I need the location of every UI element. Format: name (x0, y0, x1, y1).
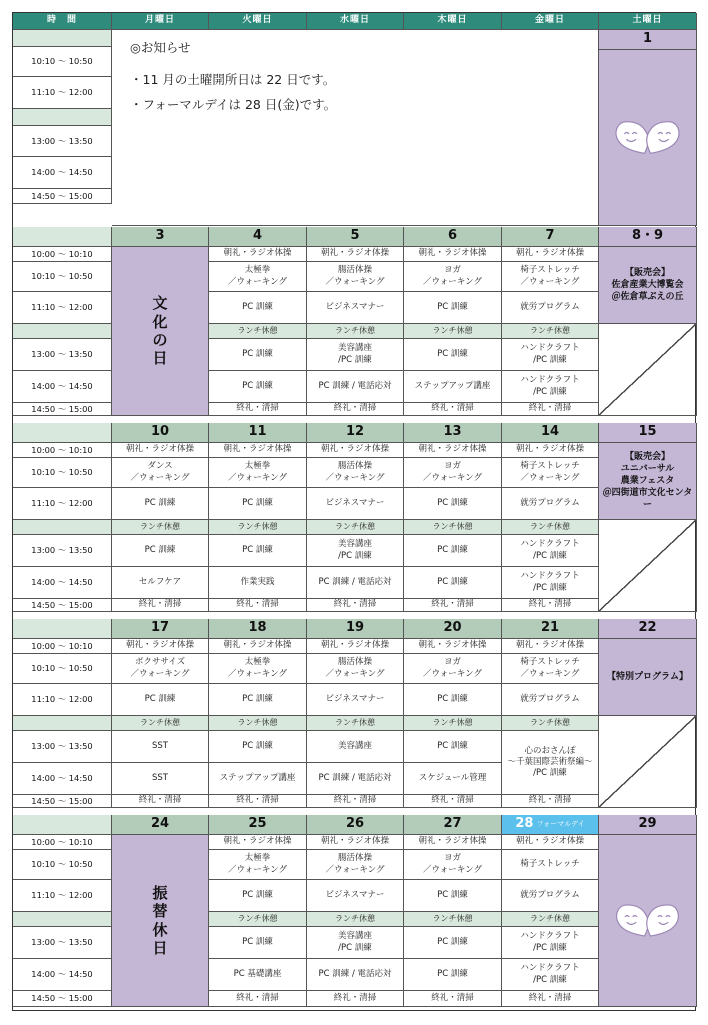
activity-cell: PC 訓練 (404, 567, 502, 599)
activity-cell: 朝礼・ラジオ体操 (209, 443, 307, 458)
lunch-break: ランチ休憩 (112, 716, 209, 731)
saturday-image (599, 50, 697, 226)
saturday-date: 1 (599, 30, 697, 50)
activity-cell: PC 訓練 / 電話応対 (307, 959, 404, 991)
saturday-event: 【販売会】 ユニバーサル 農業フェスタ ＠四街道市文化センター (599, 443, 697, 520)
lunch-break: ランチ休憩 (209, 520, 307, 535)
day-number: 20 (404, 619, 502, 639)
time-spacer (13, 423, 112, 443)
lunch-break: ランチ休憩 (404, 324, 502, 339)
day-number: 19 (307, 619, 404, 639)
activity-cell: 太極拳 ／ウォーキング (209, 458, 307, 488)
time-spacer (13, 815, 112, 835)
day-number: 26 (307, 815, 404, 835)
activity-cell: 終礼・清掃 (307, 403, 404, 416)
time-slot: 11:10 ～ 12:00 (13, 684, 112, 716)
time-slot: 10:10 ～ 10:50 (13, 654, 112, 684)
time-slot: 14:00 ～ 14:50 (13, 763, 112, 795)
column-header: 木曜日 (404, 13, 502, 30)
activity-cell: 朝礼・ラジオ体操 (502, 835, 599, 850)
day-number: 27 (404, 815, 502, 835)
activity-cell: 終礼・清掃 (502, 795, 599, 808)
activity-cell: ハンドクラフト /PC 訓練 (502, 567, 599, 599)
activity-cell: 美容講座 (307, 731, 404, 763)
day-number: 10 (112, 423, 209, 443)
activity-cell: ヨガ ／ウォーキング (404, 850, 502, 880)
time-slot: 10:10 ～ 10:50 (13, 850, 112, 880)
notice-title: ◎お知らせ (130, 40, 191, 55)
saturday-closed (599, 520, 697, 612)
time-slot: 14:00 ～ 14:50 (13, 959, 112, 991)
lunch-break: ランチ休憩 (307, 912, 404, 927)
activity-cell: 終礼・清掃 (502, 403, 599, 416)
activity-cell: 朝礼・ラジオ体操 (502, 639, 599, 654)
activity-cell: PC 訓練 (404, 959, 502, 991)
time-slot-lunch (13, 109, 112, 126)
activity-cell: 朝礼・ラジオ体操 (307, 247, 404, 262)
day-number: 24 (112, 815, 209, 835)
lunch-break: ランチ休憩 (112, 520, 209, 535)
activity-cell: PC 訓練 / 電話応対 (307, 567, 404, 599)
activity-cell: 終礼・清掃 (502, 599, 599, 612)
lunch-break: ランチ休憩 (307, 324, 404, 339)
activity-cell: 太極拳 ／ウォーキング (209, 262, 307, 292)
saturday-date: 15 (599, 423, 697, 443)
formal-day-label: フォーマルデイ (536, 819, 585, 828)
activity-cell: 腸活体操 ／ウォーキング (307, 262, 404, 292)
time-slot: 10:00 ～ 10:10 (13, 247, 112, 262)
activity-cell: 朝礼・ラジオ体操 (502, 443, 599, 458)
time-slot-lunch (13, 520, 112, 535)
activity-cell: ヨガ ／ウォーキング (404, 654, 502, 684)
activity-cell: 腸活体操 ／ウォーキング (307, 654, 404, 684)
activity-cell: 朝礼・ラジオ体操 (404, 247, 502, 262)
activity-cell: 終礼・清掃 (209, 991, 307, 1007)
day-number: 17 (112, 619, 209, 639)
activity-cell: PC 訓練 / 電話応対 (307, 371, 404, 403)
activity-cell: PC 訓練 (209, 880, 307, 912)
activity-cell: 終礼・清掃 (307, 795, 404, 808)
time-slot: 11:10 ～ 12:00 (13, 880, 112, 912)
activity-cell: PC 訓練 (209, 684, 307, 716)
activity-cell: ヨガ ／ウォーキング (404, 262, 502, 292)
activity-cell: 終礼・清掃 (209, 599, 307, 612)
activity-cell: 朝礼・ラジオ体操 (112, 639, 209, 654)
activity-cell: 終礼・清掃 (307, 991, 404, 1007)
activity-cell: 終礼・清掃 (209, 403, 307, 416)
activity-cell: SST (112, 763, 209, 795)
activity-cell: 美容講座 /PC 訓練 (307, 535, 404, 567)
activity-cell: 就労プログラム (502, 880, 599, 912)
day-number: 14 (502, 423, 599, 443)
column-header: 月曜日 (112, 13, 209, 30)
activity-cell: PC 訓練 / 電話応対 (307, 763, 404, 795)
activity-cell: SST (112, 731, 209, 763)
time-slot: 11:10 ～ 12:00 (13, 77, 112, 109)
time-slot: 11:10 ～ 12:00 (13, 488, 112, 520)
saturday-event: 【特別プログラム】 (599, 639, 697, 716)
time-slot: 13:00 ～ 13:50 (13, 535, 112, 567)
activity-cell: ハンドクラフト /PC 訓練 (502, 927, 599, 959)
activity-cell: セルフケア (112, 567, 209, 599)
saturday-date: 29 (599, 815, 697, 835)
activity-cell: PC 訓練 (404, 292, 502, 324)
notice-line: ・フォーマルデイは 28 日(金)です。 (130, 96, 337, 112)
activity-cell: PC 訓練 (209, 927, 307, 959)
activity-cell: PC 訓練 (209, 371, 307, 403)
activity-cell: PC 訓練 (112, 684, 209, 716)
lunch-break: ランチ休憩 (502, 912, 599, 927)
lunch-break: ランチ休憩 (209, 912, 307, 927)
time-slot-lunch (13, 716, 112, 731)
activity-cell: スケジュール管理 (404, 763, 502, 795)
activity-cell: ダンス ／ウォーキング (112, 458, 209, 488)
time-slot: 14:50 ～ 15:00 (13, 991, 112, 1007)
notice-box (112, 30, 599, 226)
activity-cell: PC 訓練 (404, 927, 502, 959)
time-spacer (13, 30, 112, 47)
saturday-date: 8・9 (599, 227, 697, 247)
lunch-break: ランチ休憩 (502, 716, 599, 731)
weekly-schedule-sheet (12, 12, 696, 1011)
saturday-closed (599, 324, 697, 416)
time-slot: 13:00 ～ 13:50 (13, 339, 112, 371)
activity-cell: PC 訓練 (404, 684, 502, 716)
activity-cell: PC 訓練 (209, 535, 307, 567)
time-slot-lunch (13, 912, 112, 927)
activity-cell: 終礼・清掃 (307, 599, 404, 612)
lunch-break: ランチ休憩 (404, 912, 502, 927)
activity-cell: 朝礼・ラジオ体操 (209, 247, 307, 262)
saturday-date: 22 (599, 619, 697, 639)
lunch-break: ランチ休憩 (307, 716, 404, 731)
activity-cell: PC 訓練 (404, 339, 502, 371)
activity-cell: PC 訓練 (209, 488, 307, 520)
activity-cell: ハンドクラフト /PC 訓練 (502, 339, 599, 371)
notice-line: ・11 月の土曜開所日は 22 日です。 (130, 71, 336, 87)
day-number: 11 (209, 423, 307, 443)
activity-cell: PC 訓練 (404, 535, 502, 567)
activity-cell: PC 訓練 (209, 292, 307, 324)
time-slot: 14:00 ～ 14:50 (13, 371, 112, 403)
day-number: 25 (209, 815, 307, 835)
day-number: 18 (209, 619, 307, 639)
activity-cell: 終礼・清掃 (404, 599, 502, 612)
time-slot: 10:00 ～ 10:10 (13, 639, 112, 654)
activity-cell: 太極拳 ／ウォーキング (209, 654, 307, 684)
activity-cell: 朝礼・ラジオ体操 (307, 639, 404, 654)
column-header: 時 間 (13, 13, 112, 30)
activity-cell: 朝礼・ラジオ体操 (404, 443, 502, 458)
lunch-break: ランチ休憩 (209, 324, 307, 339)
activity-cell: ボクササイズ ／ウォーキング (112, 654, 209, 684)
day-number (502, 815, 599, 835)
activity-cell: ビジネスマナー (307, 880, 404, 912)
saturday-image (599, 835, 697, 1007)
activity-cell: PC 訓練 (209, 339, 307, 371)
activity-cell: 就労プログラム (502, 684, 599, 716)
activity-cell: 終礼・清掃 (404, 403, 502, 416)
day-number: 5 (307, 227, 404, 247)
day-number: 4 (209, 227, 307, 247)
time-slot: 11:10 ～ 12:00 (13, 292, 112, 324)
activity-cell: PC 基礎講座 (209, 959, 307, 991)
activity-cell: 腸活体操 ／ウォーキング (307, 458, 404, 488)
holiday-label: 振 替 休 日 (112, 835, 209, 1007)
saturday-closed (599, 716, 697, 808)
activity-cell: PC 訓練 (209, 731, 307, 763)
activity-cell: ハンドクラフト /PC 訓練 (502, 959, 599, 991)
day-number: 13 (404, 423, 502, 443)
activity-cell: 終礼・清掃 (112, 599, 209, 612)
time-slot: 14:00 ～ 14:50 (13, 567, 112, 599)
time-slot-lunch (13, 324, 112, 339)
time-slot: 13:00 ～ 13:50 (13, 927, 112, 959)
activity-cell: 心のおさんぽ ～千葉国際芸術祭編～ /PC 訓練 (502, 731, 599, 795)
activity-cell: PC 訓練 (404, 731, 502, 763)
activity-cell: ビジネスマナー (307, 684, 404, 716)
activity-cell: ビジネスマナー (307, 292, 404, 324)
activity-cell: 太極拳 ／ウォーキング (209, 850, 307, 880)
activity-cell: PC 訓練 (112, 535, 209, 567)
lunch-break: ランチ休憩 (307, 520, 404, 535)
activity-cell: 朝礼・ラジオ体操 (307, 835, 404, 850)
activity-cell: 終礼・清掃 (112, 795, 209, 808)
activity-cell: 椅子ストレッチ ／ウォーキング (502, 262, 599, 292)
activity-cell: 就労プログラム (502, 488, 599, 520)
activity-cell: 美容講座 /PC 訓練 (307, 927, 404, 959)
lunch-break: ランチ休憩 (209, 716, 307, 731)
activity-cell: 朝礼・ラジオ体操 (209, 639, 307, 654)
activity-cell: ハンドクラフト /PC 訓練 (502, 371, 599, 403)
time-slot: 13:00 ～ 13:50 (13, 731, 112, 763)
two-smiling-hearts-icon (599, 50, 696, 225)
activity-cell: 終礼・清掃 (209, 795, 307, 808)
time-slot: 13:00 ～ 13:50 (13, 126, 112, 157)
column-header: 水曜日 (307, 13, 404, 30)
activity-cell: 朝礼・ラジオ体操 (112, 443, 209, 458)
activity-cell: 就労プログラム (502, 292, 599, 324)
day-number: 3 (112, 227, 209, 247)
saturday-event: 【販売会】 佐倉産業大博覧会 ＠佐倉草ぶえの丘 (599, 247, 697, 324)
activity-cell: PC 訓練 (404, 880, 502, 912)
activity-cell: 作業実践 (209, 567, 307, 599)
column-header: 土曜日 (599, 13, 697, 30)
activity-cell: 朝礼・ラジオ体操 (502, 247, 599, 262)
time-spacer (13, 619, 112, 639)
time-spacer (13, 227, 112, 247)
activity-cell: 朝礼・ラジオ体操 (404, 835, 502, 850)
time-slot: 14:50 ～ 15:00 (13, 403, 112, 416)
lunch-break: ランチ休憩 (502, 324, 599, 339)
activity-cell: 終礼・清掃 (502, 991, 599, 1007)
activity-cell: 終礼・清掃 (404, 795, 502, 808)
activity-cell: 椅子ストレッチ ／ウォーキング (502, 458, 599, 488)
activity-cell: PC 訓練 (112, 488, 209, 520)
holiday-label: 文 化 の 日 (112, 247, 209, 416)
day-number: 7 (502, 227, 599, 247)
column-header: 金曜日 (502, 13, 599, 30)
time-slot: 10:00 ～ 10:10 (13, 835, 112, 850)
time-slot: 14:50 ～ 15:00 (13, 189, 112, 204)
activity-cell: PC 訓練 (404, 488, 502, 520)
activity-cell: 椅子ストレッチ ／ウォーキング (502, 654, 599, 684)
lunch-break: ランチ休憩 (404, 520, 502, 535)
day-number: 21 (502, 619, 599, 639)
lunch-break: ランチ休憩 (502, 520, 599, 535)
activity-cell: 朝礼・ラジオ体操 (307, 443, 404, 458)
day-number: 28 (515, 816, 534, 832)
time-slot: 10:10 ～ 10:50 (13, 47, 112, 77)
activity-cell: 腸活体操 ／ウォーキング (307, 850, 404, 880)
activity-cell: 朝礼・ラジオ体操 (404, 639, 502, 654)
activity-cell: ステップアップ講座 (404, 371, 502, 403)
lunch-break: ランチ休憩 (404, 716, 502, 731)
activity-cell: 椅子ストレッチ (502, 850, 599, 880)
day-number: 6 (404, 227, 502, 247)
time-slot: 14:00 ～ 14:50 (13, 157, 112, 189)
time-slot: 10:10 ～ 10:50 (13, 458, 112, 488)
activity-cell: ヨガ ／ウォーキング (404, 458, 502, 488)
day-number: 12 (307, 423, 404, 443)
column-header: 火曜日 (209, 13, 307, 30)
time-slot: 14:50 ～ 15:00 (13, 599, 112, 612)
time-slot: 14:50 ～ 15:00 (13, 795, 112, 808)
activity-cell: ビジネスマナー (307, 488, 404, 520)
time-slot: 10:10 ～ 10:50 (13, 262, 112, 292)
activity-cell: ステップアップ講座 (209, 763, 307, 795)
time-slot: 10:00 ～ 10:10 (13, 443, 112, 458)
two-smiling-hearts-icon (599, 835, 696, 1006)
activity-cell: 朝礼・ラジオ体操 (209, 835, 307, 850)
activity-cell: 終礼・清掃 (404, 991, 502, 1007)
activity-cell: ハンドクラフト /PC 訓練 (502, 535, 599, 567)
activity-cell: 美容講座 /PC 訓練 (307, 339, 404, 371)
